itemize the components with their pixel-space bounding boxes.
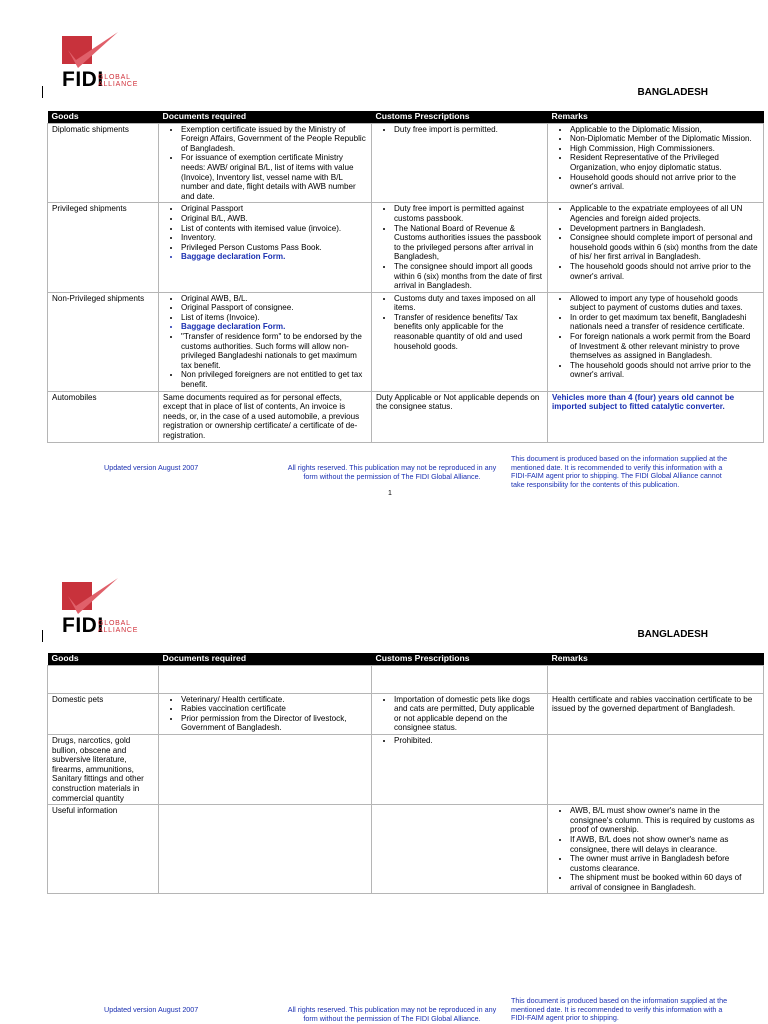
list-item: • Duty free import is permitted. <box>394 125 543 135</box>
cell-customs <box>372 123 548 203</box>
header-documents: Documents required <box>159 111 372 123</box>
cell-remarks: Health certificate and rabies vaccination certificate to be issued by the governed department of Bangladesh. <box>548 693 764 734</box>
list-item: • Original B/L, AWB. <box>181 214 367 224</box>
list-item: • Resident Representative of the Privileged Organization, who enjoy diplomatic status. <box>570 153 759 172</box>
list-item: • High Commission, High Commissioners. <box>570 144 759 154</box>
cell-remarks <box>548 734 764 804</box>
cell-goods: Drugs, narcotics, gold bullion, obscene and subversive literature, firearms, ammunitions, Sanitary fittings and other construction materials in commercial quantity <box>48 734 159 804</box>
list-item: • Prior permission from the Director of livestock, Government of Bangladesh. <box>181 714 367 733</box>
cell-goods: Privileged shipments <box>48 203 159 292</box>
list-item: • In order to get maximum tax benefit, Bangladeshi nationals need a transfer of residence certificate. <box>570 313 759 332</box>
list-item: • For issuance of exemption certificate Ministry needs: AWB/ original B/L, list of items with value (Invoice), Inventory list, vessel name with B/L number and date, flight details with AWB number and date. <box>181 153 367 201</box>
table-row <box>48 203 764 292</box>
table-row <box>48 292 764 391</box>
table-row-empty <box>48 665 764 693</box>
table-header-row <box>48 653 764 665</box>
table-row <box>48 391 764 442</box>
list-item: • Privileged Person Customs Pass Book. <box>181 243 367 253</box>
list-item: • List of items (Invoice). <box>181 313 367 323</box>
cell-goods: Useful information <box>48 805 159 894</box>
list-item: • Exemption certificate issued by the Ministry of Foreign Affairs, Government of the People Republic of Bangladesh. <box>181 125 367 154</box>
empty-cell <box>159 665 372 693</box>
cell-customs: Duty Applicable or Not applicable depends on the consignee status. <box>372 391 548 442</box>
cell-remarks <box>548 292 764 391</box>
list-item: • The shipment must be booked within 60 days of arrival of consignee in Bangladesh. <box>570 873 759 892</box>
list-item: • Development partners in Bangladesh. <box>570 224 759 234</box>
table-row <box>48 805 764 894</box>
cell-remarks: Vehicles more than 4 (four) years old cannot be imported subject to fitted catalytic converter. <box>548 391 764 442</box>
header-remarks: Remarks <box>548 653 764 665</box>
list-item: • Transfer of residence benefits/ Tax benefits only applicable for the reasonable quantity of old and used household goods. <box>394 313 543 351</box>
logo-wordmark: FIDI <box>62 614 104 637</box>
empty-cell <box>548 665 764 693</box>
customs-table <box>47 653 764 894</box>
list-item: • The owner must arrive in Bangladesh before customs clearance. <box>570 854 759 873</box>
header-customs: Customs Prescriptions <box>372 653 548 665</box>
cell-customs <box>372 693 548 734</box>
list-item: • Non-Diplomatic Member of the Diplomatic Mission. <box>570 134 759 144</box>
list-item: • For foreign nationals a work permit from the Board of Investment & other relevant ministry to prove themselves as assigned in Bangladesh. <box>570 332 759 361</box>
list-item: • Consignee should complete import of personal and household goods within 6 (six) months from the date of his/ her first arrival in Bangladesh. <box>570 233 759 262</box>
list-item: • Original Passport of consignee. <box>181 303 367 313</box>
cell-goods: Automobiles <box>48 391 159 442</box>
table-header-row <box>48 111 764 123</box>
country-title: BANGLADESH <box>637 87 708 98</box>
list-item: • Non privileged foreigners are not entitled to get tax benefit. <box>181 370 367 389</box>
list-item: • Veterinary/ Health certificate. <box>181 695 367 705</box>
list-item: • Prohibited. <box>394 736 543 746</box>
cell-customs <box>372 203 548 292</box>
list-item: • Duty free import is permitted against customs passbook. <box>394 204 543 223</box>
cell-remarks <box>548 805 764 894</box>
footer-rights: All rights reserved. This publication may not be reproduced in any form without the permission of The FIDI Global Alliance. <box>287 1005 497 1023</box>
list-item: • Inventory. <box>181 233 367 243</box>
header-documents: Documents required <box>159 653 372 665</box>
cell-customs <box>372 292 548 391</box>
baggage-declaration-link[interactable]: • Baggage declaration Form. <box>181 322 367 332</box>
list-item: • Importation of domestic pets like dogs and cats are permitted, Duty applicable or not applicable depend on the consignee status. <box>394 695 543 733</box>
cell-goods: Non-Privileged shipments <box>48 292 159 391</box>
list-item: • Allowed to import any type of household goods subject to payment of customs duties and taxes. <box>570 294 759 313</box>
cell-documents <box>159 203 372 292</box>
footer-updated: Updated version August 2007 <box>104 463 199 472</box>
header-goods: Goods <box>48 111 159 123</box>
logo-tagline: GLOBAL ALLIANCE <box>98 620 139 634</box>
list-item: • The consignee should import all goods within 6 (six) months from the date of first arrival in Bangladesh. <box>394 262 543 291</box>
list-item: • Customs duty and taxes imposed on all items. <box>394 294 543 313</box>
country-title: BANGLADESH <box>637 629 708 640</box>
list-item: • The National Board of Revenue & Customs authorities issues the passbook to the privileged persons after arrival in Bangladesh, <box>394 224 543 262</box>
cell-documents <box>159 734 372 804</box>
footer-rights: All rights reserved. This publication may not be reproduced in any form without the permission of The FIDI Global Alliance. <box>287 463 497 481</box>
table-row <box>48 734 764 804</box>
text-cursor <box>42 86 43 98</box>
text-cursor <box>42 630 43 642</box>
list-item: • Rabies vaccination certificate <box>181 704 367 714</box>
cell-documents: Same documents required as for personal effects, except that in place of list of contents, An invoice is needs, or, in the case of a used automobile, a previous registration or ownership certificate/ a certificate of de-registration. <box>159 391 372 442</box>
header-remarks: Remarks <box>548 111 764 123</box>
list-item: • AWB, B/L must show owner's name in the consignee's column. This is required by customs as proof of ownership. <box>570 806 759 835</box>
cell-documents <box>159 292 372 391</box>
footer-disclaimer: This document is produced based on the information supplied at the mentioned date. It is recommended to verify this information with a FIDI-FAIM agent prior to shipping. The FIDI Global Alliance cannot take responsibility for the contents of this publication. <box>511 454 728 489</box>
cell-customs <box>372 734 548 804</box>
list-item: • List of contents with itemised value (invoice). <box>181 224 367 234</box>
cell-customs <box>372 805 548 894</box>
cell-goods: Domestic pets <box>48 693 159 734</box>
customs-table <box>47 111 764 443</box>
cell-remarks <box>548 123 764 203</box>
footer-disclaimer: This document is produced based on the information supplied at the mentioned date. It is recommended to verify this information with a FIDI-FAIM agent prior to shipping. <box>511 996 728 1022</box>
page-number: 1 <box>388 490 392 497</box>
cell-documents <box>159 693 372 734</box>
fidi-logo <box>54 576 164 638</box>
header-customs: Customs Prescriptions <box>372 111 548 123</box>
footer-updated: Updated version August 2007 <box>104 1005 199 1014</box>
fidi-logo <box>54 30 164 92</box>
cell-goods: Diplomatic shipments <box>48 123 159 203</box>
page-2 <box>0 512 768 1024</box>
list-item: • "Transfer of residence form" to be endorsed by the customs authorities. Such forms will allow non-privileged Bangladeshi nationals to get maximum tax benefit. <box>181 332 367 370</box>
logo-tagline: GLOBAL ALLIANCE <box>98 74 139 88</box>
cell-documents <box>159 123 372 203</box>
cell-documents <box>159 805 372 894</box>
baggage-declaration-link[interactable]: • Baggage declaration Form. <box>181 252 367 262</box>
table-row <box>48 693 764 734</box>
list-item: • Applicable to the expatriate employees of all UN Agencies and foreign aided projects. <box>570 204 759 223</box>
list-item: • The household goods should not arrive prior to the owner's arrival. <box>570 262 759 281</box>
list-item: • Original Passport <box>181 204 367 214</box>
cell-remarks <box>548 203 764 292</box>
list-item: • Household goods should not arrive prior to the owner's arrival. <box>570 173 759 192</box>
header-goods: Goods <box>48 653 159 665</box>
list-item: • If AWB, B/L does not show owner's name as consignee, there will delays in clearance. <box>570 835 759 854</box>
list-item: • Original AWB, B/L. <box>181 294 367 304</box>
list-item: • Applicable to the Diplomatic Mission, <box>570 125 759 135</box>
table-row <box>48 123 764 203</box>
logo-wordmark: FIDI <box>62 68 104 91</box>
empty-cell <box>372 665 548 693</box>
list-item: • The household goods should not arrive prior to the owner's arrival. <box>570 361 759 380</box>
empty-cell <box>48 665 159 693</box>
